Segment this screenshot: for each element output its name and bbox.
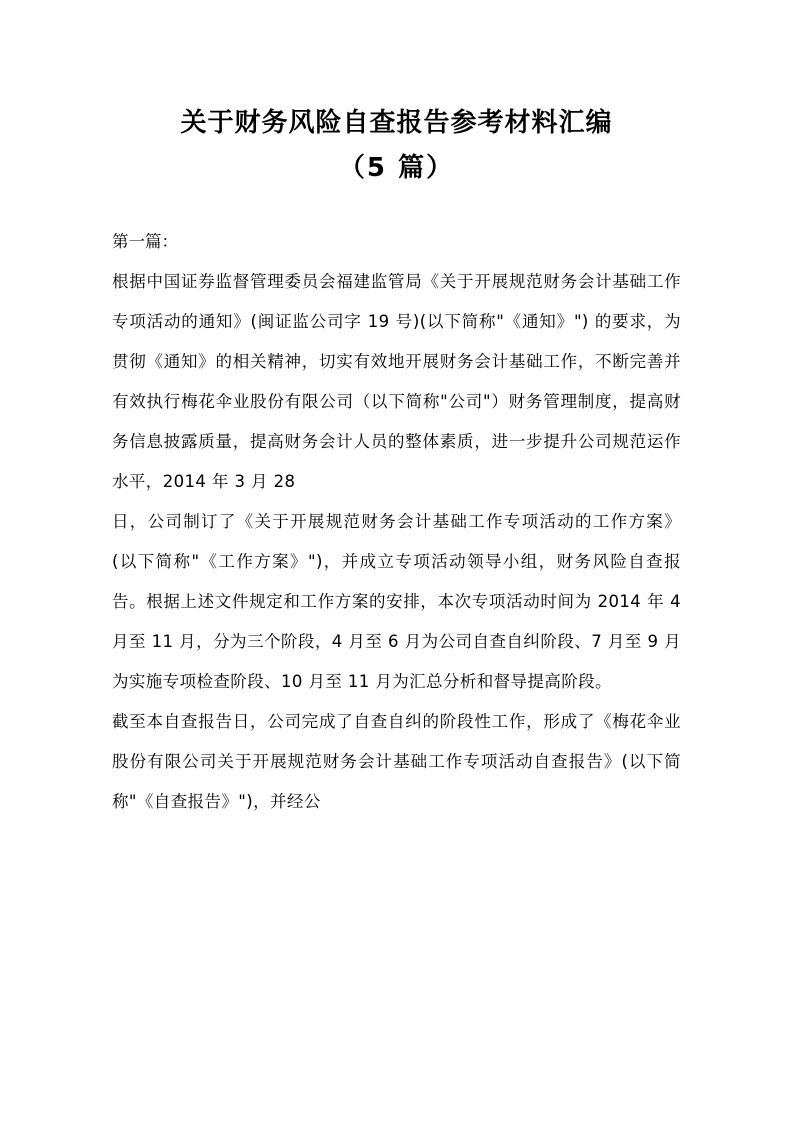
page-title: 关于财务风险自查报告参考材料汇编 — [180, 108, 613, 138]
paragraph: 根据中国证券监督管理委员会福建监管局《关于开展规范财务会计基础工作专项活动的通知》(闽证监公司字 19 号)(以下简称"《通知》") 的要求，为贯彻《通知》的相关精神，切实有效地开展财务会计基础工作，不断完善并有效执行梅花伞业股份有限公司（以下简称"公司"）财务管理制度，提高财务信息披露质量，提高财务会计人员的整体素质，进一步提升公司规范运作水平，2014 年 3 月 28 — [112, 272, 681, 491]
page-subtitle: （5 篇） — [338, 153, 455, 183]
document-body — [112, 262, 681, 822]
paragraph: 截至本自查报告日，公司完成了自查自纠的阶段性工作，形成了《梅花伞业股份有限公司关于开展规范财务会计基础工作专项活动自查报告》(以下简称"《自查报告》")，并经公 — [112, 712, 681, 811]
section-label: 第一篇： — [112, 232, 178, 251]
paragraph: 日，公司制订了《关于开展规范财务会计基础工作专项活动的工作方案》 (以下简称"《工作方案》")，并成立专项活动领导小组，财务风险自查报告。根据上述文件规定和工作方案的安排，本次专项活动时间为 2014 年 4 月至 11 月，分为三个阶段，4 月至 6 月为公司自查自纠阶段、7 月至 9 月为实施专项检查阶段、10 月至 11 月为汇总分析和督导提高阶段。 — [112, 512, 681, 691]
